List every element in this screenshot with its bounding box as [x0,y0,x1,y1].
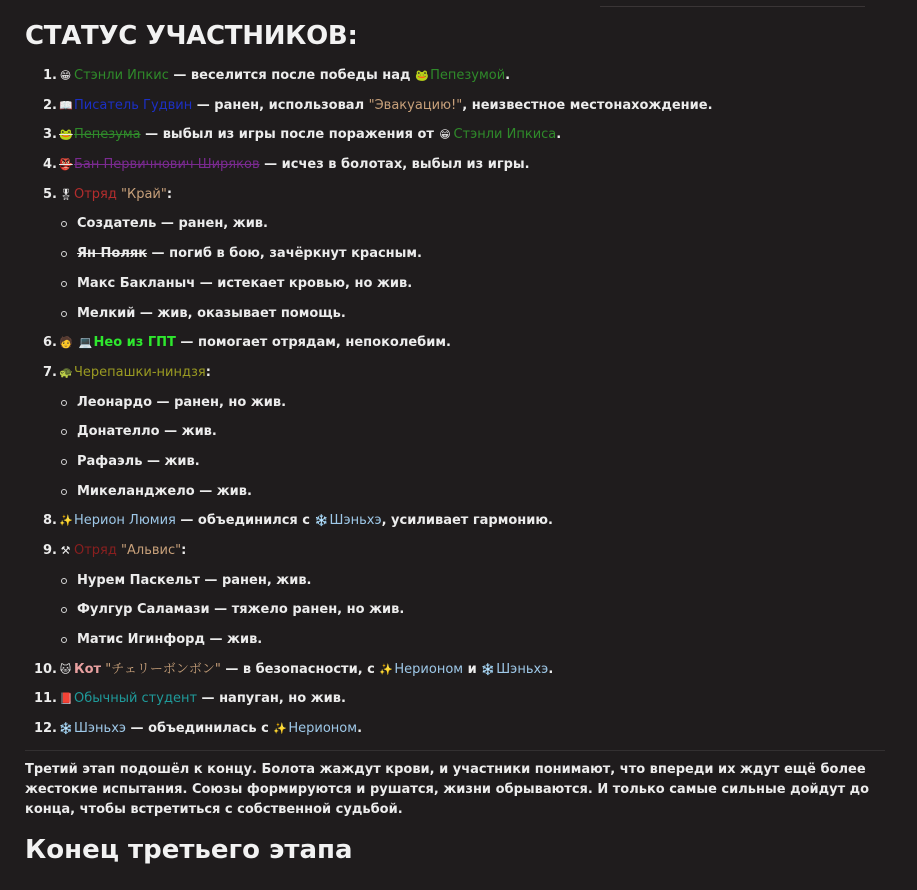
item-number: 10. [33,661,57,677]
participants-list [25,67,905,738]
list-item [43,364,905,501]
member-name: Ян Поляк [77,246,148,262]
item-number: 5. [43,186,57,202]
participant-name: Шэньхэ [74,721,127,737]
cat-icon: 🐱 [59,662,72,676]
quote-text: "Эвакуацию!" [368,97,463,113]
turtle-icon: 🐢 [59,365,73,379]
list-item [43,67,905,85]
medal-icon: 🎖 [59,187,73,201]
list-item [77,245,905,263]
list-item [33,690,905,708]
frog-icon: 🐸 [415,69,429,82]
participant-name: Стэнли Ипкиса [453,127,557,143]
red-book-icon: 📕 [59,692,73,706]
squad-members [59,572,905,649]
hammer-pick-icon: ⚒ [60,544,71,557]
status-text: — веселится после победы над [168,68,416,83]
status-text: , усиливает гармонию. [381,513,553,529]
list-item [43,512,905,530]
list-item: Микеланджело — жив. [77,483,905,501]
participant-name: Обычный студент [74,691,198,707]
status-text: . [556,127,562,143]
sparkles-icon: ✨ [379,662,394,676]
item-number: 7. [43,364,57,380]
participant-name: Нерионом [288,721,358,737]
frog-icon: 🐸 [59,128,73,142]
person-icon: 🧑 [59,336,73,350]
quote-text: "Край" [116,186,167,202]
snowflake-icon: ❄️ [59,722,73,736]
participant-name: Нео из ГПТ [93,335,176,351]
list-item: Леонардо — ранен, но жив. [77,394,905,412]
participant-name: Стэнли Ипкис [74,68,169,83]
participant-name: Нерионом [394,661,464,677]
status-text: — в безопасности, с [220,661,380,677]
status-text: : [181,543,187,558]
laptop-icon: 💻 [78,336,93,350]
list-item: Макс Бакланыч — истекает кровью, но жив. [77,275,905,293]
sparkles-icon: ✨ [59,514,73,528]
section-divider [25,750,885,751]
sparkles-icon: ✨ [273,722,288,736]
list-item: Фулгур Саламази — тяжело ранен, но жив. [77,601,905,619]
list-item: Донателло — жив. [77,423,905,441]
squad-name: Отряд [74,543,117,558]
item-number: 6. [43,335,57,351]
list-item [43,156,905,174]
grin-face-icon: 😁 [439,128,451,142]
status-text: . [505,68,511,83]
status-text: : [166,186,173,202]
item-number: 12. [33,721,57,737]
list-item [33,661,905,679]
status-text: — объединилась с [126,721,274,737]
squad-name: Отряд [74,186,117,202]
list-item: Матис Игинфорд — жив. [77,631,905,649]
list-item: Мелкий — жив, оказывает помощь. [77,305,905,323]
list-item [43,334,905,352]
participant-name: Бан Первичнович Ширяков [74,157,260,173]
status-text: . [548,661,554,677]
status-text: , неизвестное местонахождение. [462,97,713,113]
quote-text: "Альвис" [116,543,182,558]
status-text: — погиб в бою, зачёркнут красным. [147,246,422,262]
grin-face-icon: 😁 [59,69,72,82]
participant-name: Кот [74,661,102,677]
summary-paragraph: Третий этап подошёл к концу. Болота жаждут крови, и участники понимают, что впереди их ждут ещё более жестокие испытания. Союзы формируются и рушатся, жизни обрываются. И только самые сильные дойдут до конца, чтобы встретиться с собственной судьбой. [25,762,870,818]
end-heading: Конец третьего этапа [25,835,353,866]
item-number: 2. [43,97,57,113]
item-number: 8. [43,513,57,529]
goblin-mask-icon: 👺 [59,158,73,172]
snowflake-icon: ❄️ [481,662,495,676]
status-text: — выбыл из игры после поражения от [140,127,439,143]
item-number: 1. [43,68,57,83]
item-number: 9. [43,543,57,558]
participant-name: Шэньхэ [496,661,549,677]
participant-name: Нерион Люмия [74,513,176,529]
squad-members [59,394,905,501]
book-icon: 📖 [59,98,73,112]
item-number: 4. [43,157,57,173]
snowflake-icon: ❄️ [314,514,329,528]
status-text: — напуган, но жив. [197,691,346,707]
list-item: Создатель — ранен, жив. [77,215,905,233]
status-text: — помогает отрядам, непоколебим. [175,335,451,351]
squad-members [59,215,905,322]
status-text: — ранен, использовал [192,97,369,113]
quote-text: "チェリーボンボン" [101,661,221,677]
item-number: 11. [33,691,57,707]
participant-name: Пепезума [74,127,141,143]
message-content [25,18,905,868]
status-text: и [463,661,482,677]
top-divider [600,6,865,7]
list-item [43,97,905,115]
list-item [43,126,905,144]
list-item: Нурем Паскельт — ранен, жив. [77,572,905,590]
participant-name: Шэньхэ [329,513,382,529]
participant-name: Пепезумой [430,68,506,83]
item-number: 3. [43,127,57,143]
status-text: — объединился с [175,513,315,529]
list-item [43,186,905,323]
squad-name: Черепашки-ниндзя [74,364,206,380]
status-text: . [357,721,363,737]
status-heading: СТАТУС УЧАСТНИКОВ: [25,21,358,51]
participant-name: Писатель Гудвин [74,97,193,113]
list-item [33,720,905,738]
status-text: — исчез в болотах, выбыл из игры. [259,157,530,173]
status-text: : [205,364,211,380]
list-item: Рафаэль — жив. [77,453,905,471]
list-item [43,542,905,649]
